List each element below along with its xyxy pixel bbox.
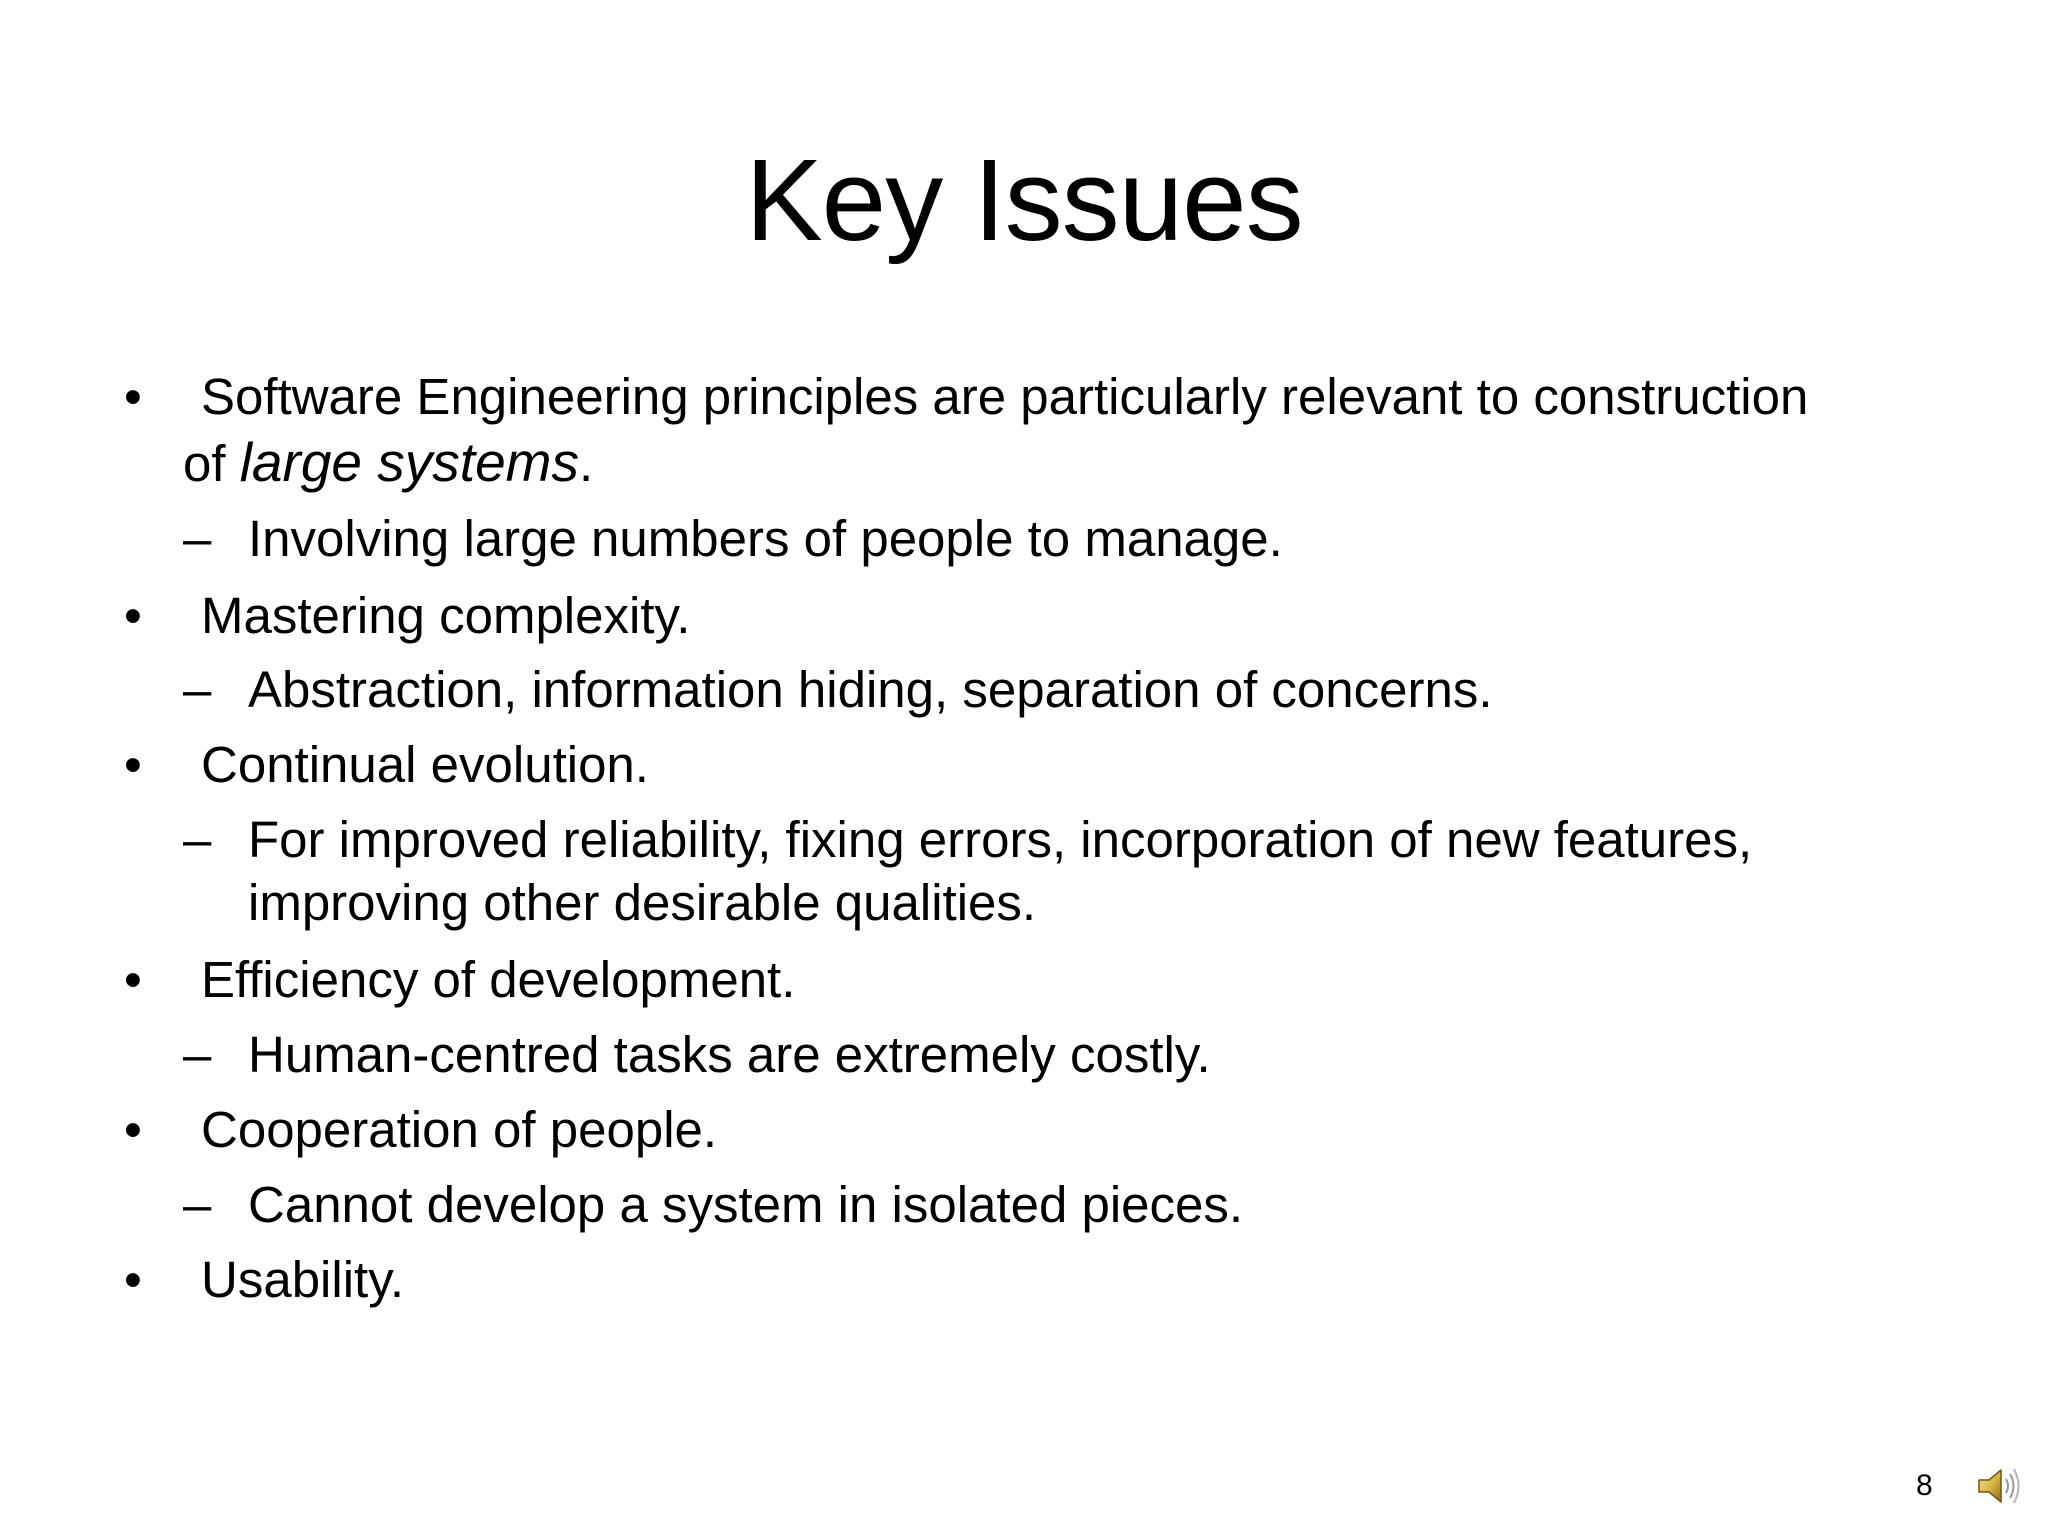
bullet-marker: • xyxy=(124,736,142,793)
bullet-marker: • xyxy=(124,951,142,1008)
sub-bullet-text: Cannot develop a system in isolated pieces. xyxy=(248,1176,1244,1233)
slide-title: Key Issues xyxy=(745,135,1303,265)
bullet-marker: • xyxy=(124,587,142,644)
bullet-text: Software Engineering principles are particularly relevant to construction xyxy=(201,368,1809,425)
sub-bullet-text: Abstraction, information hiding, separation of concerns. xyxy=(248,661,1493,718)
sub-bullet-marker: – xyxy=(183,1176,212,1233)
continuation-suffix: . xyxy=(578,435,594,492)
emphasis-text: large systems xyxy=(239,431,579,493)
bullet-text-continuation xyxy=(183,431,593,495)
sub-bullet-marker: – xyxy=(183,811,212,868)
sub-bullet-text: Involving large numbers of people to manage. xyxy=(248,510,1283,567)
bullet-marker: • xyxy=(124,1251,142,1308)
bullet-text: Continual evolution. xyxy=(201,736,649,793)
sub-bullet-marker: – xyxy=(183,510,212,567)
page-number: 8 xyxy=(1916,1469,1933,1502)
continuation-prefix: of xyxy=(183,435,240,492)
speaker-audio-icon[interactable] xyxy=(1975,1462,2025,1510)
bullet-text: Cooperation of people. xyxy=(201,1101,718,1158)
sub-bullet-marker: – xyxy=(183,661,212,718)
bullet-text: Mastering complexity. xyxy=(201,587,691,644)
bullet-text: Efficiency of development. xyxy=(201,951,796,1008)
sub-bullet-text-continuation: improving other desirable qualities. xyxy=(248,874,1037,931)
sub-bullet-text: For improved reliability, fixing errors, incorporation of new features, xyxy=(248,811,1753,868)
sub-bullet-marker: – xyxy=(183,1026,212,1083)
bullet-marker: • xyxy=(124,1101,142,1158)
bullet-text: Usability. xyxy=(201,1251,405,1308)
bullet-marker: • xyxy=(124,368,142,425)
sub-bullet-text: Human-centred tasks are extremely costly. xyxy=(248,1026,1211,1083)
